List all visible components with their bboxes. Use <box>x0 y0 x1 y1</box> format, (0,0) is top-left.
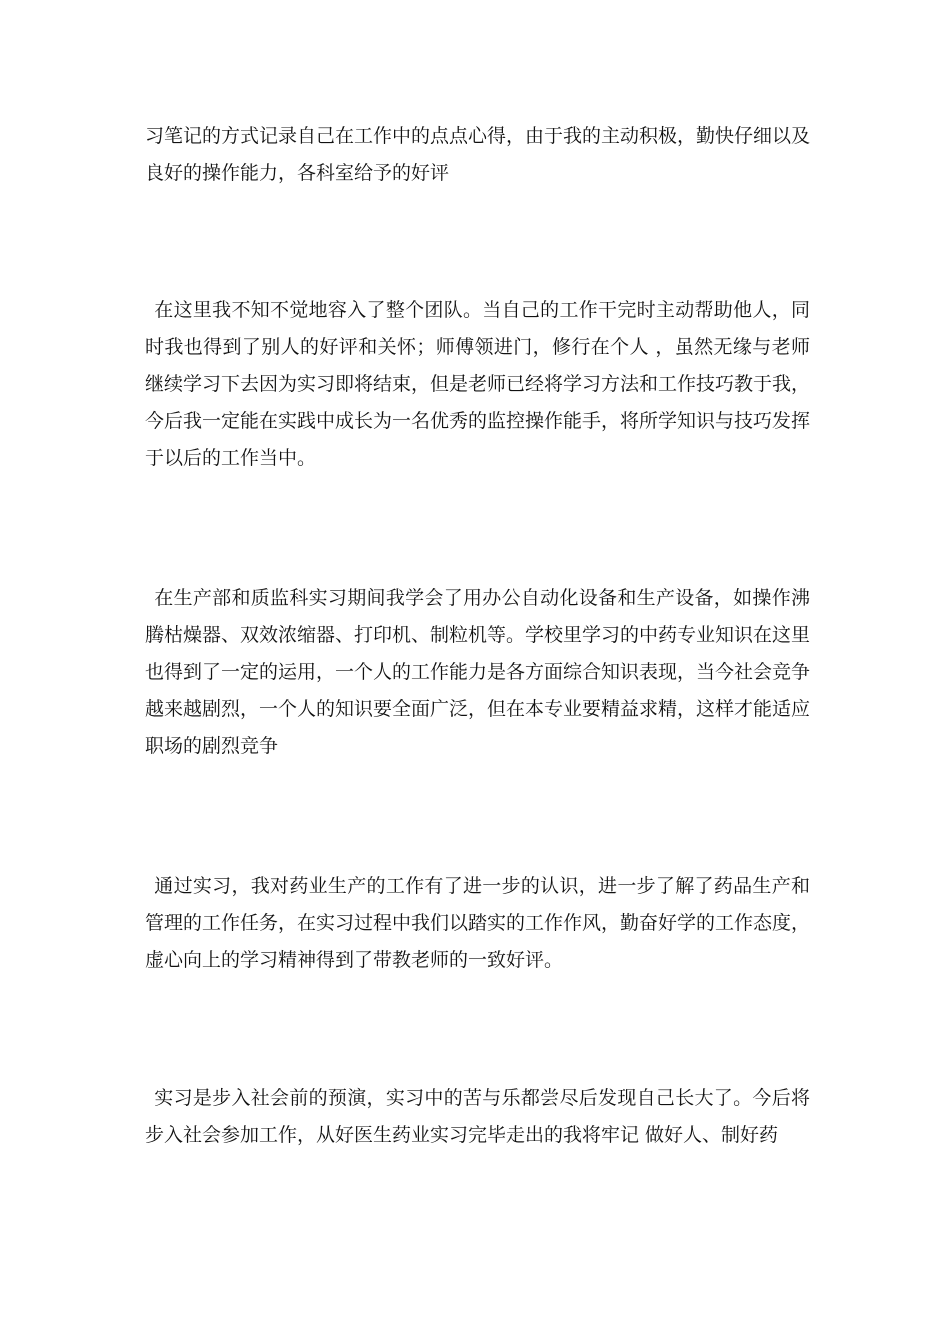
paragraph-4 <box>145 868 810 979</box>
paragraph-5 <box>145 1080 810 1154</box>
paragraph-3-text: 在生产部和质监科实习期间我学会了用办公自动化设备和生产设备，如操作沸腾枯燥器、双效浓缩器、打印机、制粒机等。学校里学习的中药专业知识在这里也得到了一定的运用，一个人的工作能力是各方面综合知识表现，当今社会竞争越来越剧烈，一个人的知识要全面广泛，但在本专业要精益求精，这样才能适应职场的剧烈竞争 <box>145 587 811 757</box>
paragraph-1 <box>145 118 810 192</box>
paragraph-3 <box>145 580 810 765</box>
paragraph-2-text: 在这里我不知不觉地容入了整个团队。当自己的工作干完时主动帮助他人，同时我也得到了别人的好评和关怀；师傅领进门，修行在个人 ，虽然无缘与老师继续学习下去因为实习即将结束，但是老师已经将学习方法和工作技巧教于我，今后我一定能在实践中成长为一名优秀的监控操作能手，将所学知识与技巧发挥于以后的工作当中。 <box>145 299 811 469</box>
paragraph-1-text: 习笔记的方式记录自己在工作中的点点心得，由于我的主动积极，勤快仔细以及良好的操作能力，各科室给予的好评 <box>145 125 811 184</box>
paragraph-4-text: 通过实习，我对药业生产的工作有了进一步的认识，进一步了解了药品生产和管理的工作任务，在实习过程中我们以踏实的工作作风，勤奋好学的工作态度，虚心向上的学习精神得到了带教老师的一致好评。 <box>145 875 811 971</box>
paragraph-5-text: 实习是步入社会前的预演，实习中的苦与乐都尝尽后发现自己长大了。今后将步入社会参加工作，从好医生药业实习完毕走出的我将牢记 做好人、制好药 <box>145 1087 810 1146</box>
paragraph-2 <box>145 292 810 477</box>
